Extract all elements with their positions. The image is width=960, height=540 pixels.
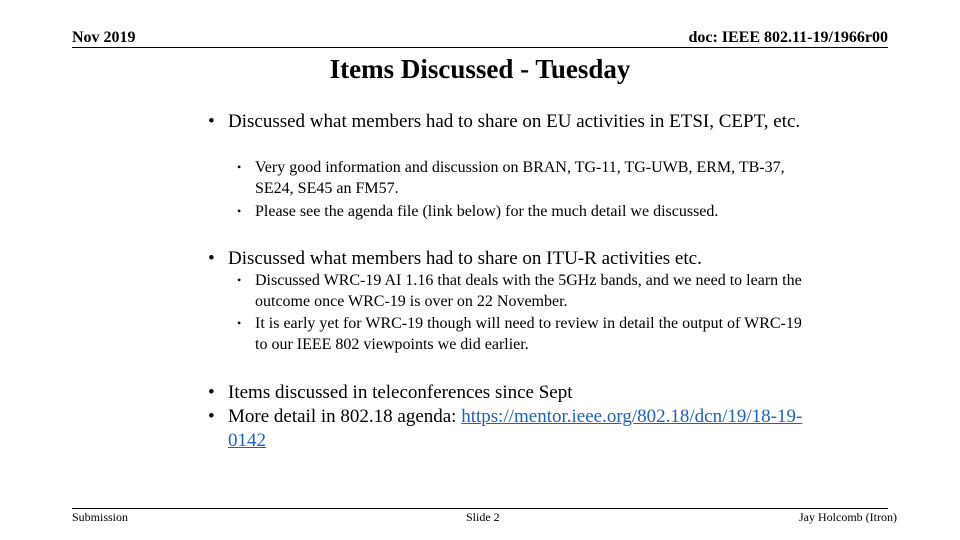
bullet-icon: • bbox=[208, 382, 215, 403]
header-divider bbox=[72, 47, 888, 48]
footer-submission: Submission bbox=[72, 510, 129, 524]
bullet-teleconferences bbox=[208, 381, 828, 405]
bullet-itu-activities bbox=[208, 247, 828, 271]
bullet-eu-activities bbox=[208, 110, 828, 134]
bullet-icon: • bbox=[237, 316, 242, 330]
bullet-text: Discussed what members had to share on EU activities in ETSI, CEPT, etc. bbox=[228, 111, 801, 132]
sub-bullet-wrc19-review bbox=[237, 313, 815, 355]
footer-divider bbox=[72, 508, 888, 509]
bullet-text: More detail in 802.18 agenda: bbox=[228, 406, 462, 427]
sub-bullet-agenda bbox=[237, 201, 815, 222]
bullet-icon: • bbox=[237, 160, 242, 174]
sub-bullet-wrc19-ai bbox=[237, 270, 815, 312]
sub-bullet-text: Very good information and discussion on BRAN, TG-11, TG-UWB, ERM, TB-37, SE24, SE45 an FM57. bbox=[255, 159, 785, 197]
header-date: Nov 2019 bbox=[72, 29, 136, 46]
header-doc-id: doc: IEEE 802.11-19/1966r00 bbox=[688, 29, 888, 46]
slide-title: Items Discussed - Tuesday bbox=[329, 54, 631, 84]
sub-bullet-text: Please see the agenda file (link below) for the much detail we discussed. bbox=[255, 203, 719, 220]
bullet-icon: • bbox=[208, 248, 215, 269]
bullet-icon: • bbox=[237, 273, 242, 287]
bullet-text: Discussed what members had to share on ITU-R activities etc. bbox=[228, 248, 702, 269]
footer-author: Jay Holcomb (Itron) bbox=[799, 510, 897, 524]
bullet-more-detail bbox=[208, 405, 828, 453]
agenda-link[interactable]: https://mentor.ieee.org/802.18/dcn/19/18-19-0142 bbox=[228, 406, 803, 451]
bullet-icon: • bbox=[237, 204, 242, 218]
sub-bullet-text: Discussed WRC-19 AI 1.16 that deals with the 5GHz bands, and we need to learn the outcome once WRC-19 is over on 22 November. bbox=[255, 272, 802, 310]
bullet-icon: • bbox=[208, 111, 215, 132]
sub-bullet-text: It is early yet for WRC-19 though will need to review in detail the output of WRC-19 to our IEEE 802 viewpoints we did earlier. bbox=[255, 315, 802, 353]
bullet-text: Items discussed in teleconferences since Sept bbox=[228, 382, 573, 403]
sub-bullet-info bbox=[237, 157, 815, 199]
bullet-icon: • bbox=[208, 406, 215, 427]
footer-slide-number: Slide 2 bbox=[466, 510, 500, 524]
